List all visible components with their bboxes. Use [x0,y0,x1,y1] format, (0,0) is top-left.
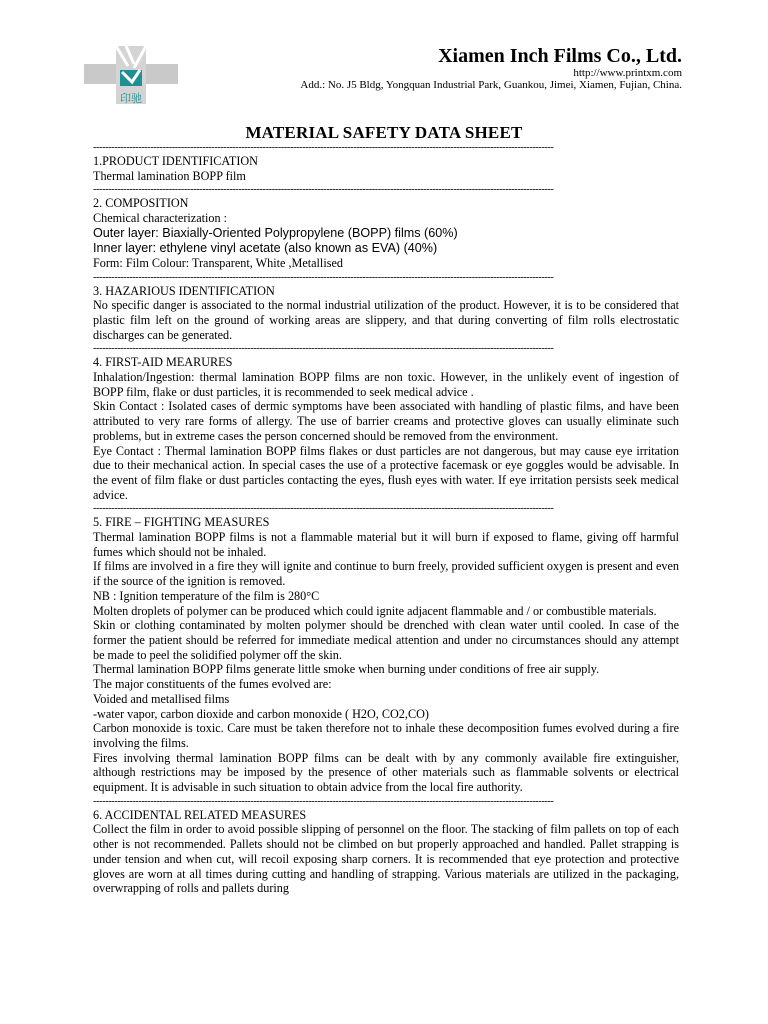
section-first-aid [93,355,679,502]
section-line: Form: Film Colour: Transparent, White ,Metallised [93,255,343,270]
section-paragraph: -water vapor, carbon dioxide and carbon monoxide ( H2O, CO2,CO) [93,706,429,721]
company-name: Xiamen Inch Films Co., Ltd. [438,45,682,67]
section-paragraph: The major constituents of the fumes evolved are: [93,677,332,692]
section-paragraph: Eye Contact : Thermal lamination BOPP films flakes or dust particles are not dangerous, but may cause eye irritation due to their mechanical action. In special cases the use of a protective facemask or eye goggles would be advisable. In the event of film flake or dust particles contacting the eyes, flush eyes with water. If eye irritation persists seek medical advice. [93,443,679,502]
section-line: Chemical characterization : [93,211,227,226]
section-fire-fighting [93,515,679,794]
section-paragraph: No specific danger is associated to the normal industrial utilization of the product. However, it is to be considered that plastic film left on the ground of working areas are slippery, and that during converting of film rolls electrostatic discharges can be generated. [93,298,679,342]
separator: -------------------------------------------------------------------------------------------------------------------------------------------------------- [93,795,554,807]
separator: -------------------------------------------------------------------------------------------------------------------------------------------------------- [93,142,554,153]
section-product-identification [93,154,679,183]
section-heading: 6. ACCIDENTAL RELATED MEASURES [93,807,307,822]
section-composition [93,196,679,270]
section-heading: 3. HAZARIOUS IDENTIFICATION [93,283,275,298]
company-address: Add.: No. J5 Bldg, Yongquan Industrial Park, Guankou, Jimei, Xiamen, Fujian, China. [300,79,682,91]
company-url: http://www.printxm.com [573,67,682,79]
section-hazard-identification [93,284,679,343]
section-paragraph: Molten droplets of polymer can be produced which could ignite adjacent flammable and / or combustible materials. [93,603,657,618]
section-line: Inner layer: ethylene vinyl acetate (also known as EVA) (40%) [93,240,438,255]
company-logo [82,46,180,104]
section-line: Thermal lamination BOPP film [93,168,246,183]
section-paragraph: Carbon monoxide is toxic. Care must be taken therefore not to inhale these decomposition fumes evolved during a fire involving the films. [93,721,679,750]
separator: -------------------------------------------------------------------------------------------------------------------------------------------------------- [93,184,554,196]
section-paragraph: Fires involving thermal lamination BOPP films can be dealt with by any commonly available fire extinguisher, although restrictions may be imposed by the presence of other materials such as flammable solvents or electrical equipment. It is advisable in such situation to obtain advice from the local fire authority. [93,750,679,795]
section-paragraph: Skin Contact : Isolated cases of dermic symptoms have been associated with handling of plastic films, and have been attributed to very rare forms of allergy. The use of barrier creams and protective gloves can usually eliminate such problems, but in extreme cases the person concerned should be removed from the environment. [93,399,679,443]
separator: -------------------------------------------------------------------------------------------------------------------------------------------------------- [93,343,554,355]
section-heading: 2. COMPOSITION [93,196,189,211]
section-paragraph: Voided and metallised films [93,691,230,706]
section-paragraph: Thermal lamination BOPP films generate little smoke when burning under conditions of free air supply. [93,662,600,677]
logo-text: 印驰 [120,92,142,104]
separator: -------------------------------------------------------------------------------------------------------------------------------------------------------- [93,271,554,283]
section-paragraph: Skin or clothing contaminated by molten polymer should be drenched with clean water until cooled. In case of the former the patient should be referred for immediate medical attention and under no circumstances should any attempt be made to peel the solidified polymer off the skin. [93,618,679,662]
document-body [93,141,679,896]
section-heading: 5. FIRE – FIGHTING MEASURES [93,515,270,530]
section-heading: 4. FIRST-AID MEARURES [93,355,233,370]
section-paragraph: Inhalation/Ingestion: thermal lamination BOPP films are non toxic. However, in the unlikely event of ingestion of BOPP film, flake or dust particles, it is recommended to seek medical advice . [93,370,679,399]
section-paragraph: Collect the film in order to avoid possible slipping of personnel on the floor. The stacking of film pallets on top of each other is not recommended. Pallets should not be climbed on but properly approached and handled. Pallet strapping is under tension and when cut, will recoil exposing sharp corners. It is recommended that eye protection and protective gloves are worn at all times during cutting and handling of strapping. Various materials are utilized in the packaging, overwrapping of rolls and pallets during [93,822,679,896]
section-paragraph: Thermal lamination BOPP films is not a flammable material but it will burn if exposed to flame, giving off harmful fumes which should not be inhaled. [93,530,679,559]
separator: -------------------------------------------------------------------------------------------------------------------------------------------------------- [93,503,554,515]
section-accidental-measures [93,808,679,896]
section-heading: 1.PRODUCT IDENTIFICATION [93,154,258,168]
document-title: MATERIAL SAFETY DATA SHEET [245,123,523,142]
section-paragraph: NB : Ignition temperature of the film is 280°C [93,588,320,603]
section-paragraph: If films are involved in a fire they will ignite and continue to burn freely, provided sufficient oxygen is present and even if the source of the ignition is removed. [93,559,679,589]
section-line: Outer layer: Biaxially-Oriented Polypropylene (BOPP) films (60%) [93,225,458,240]
